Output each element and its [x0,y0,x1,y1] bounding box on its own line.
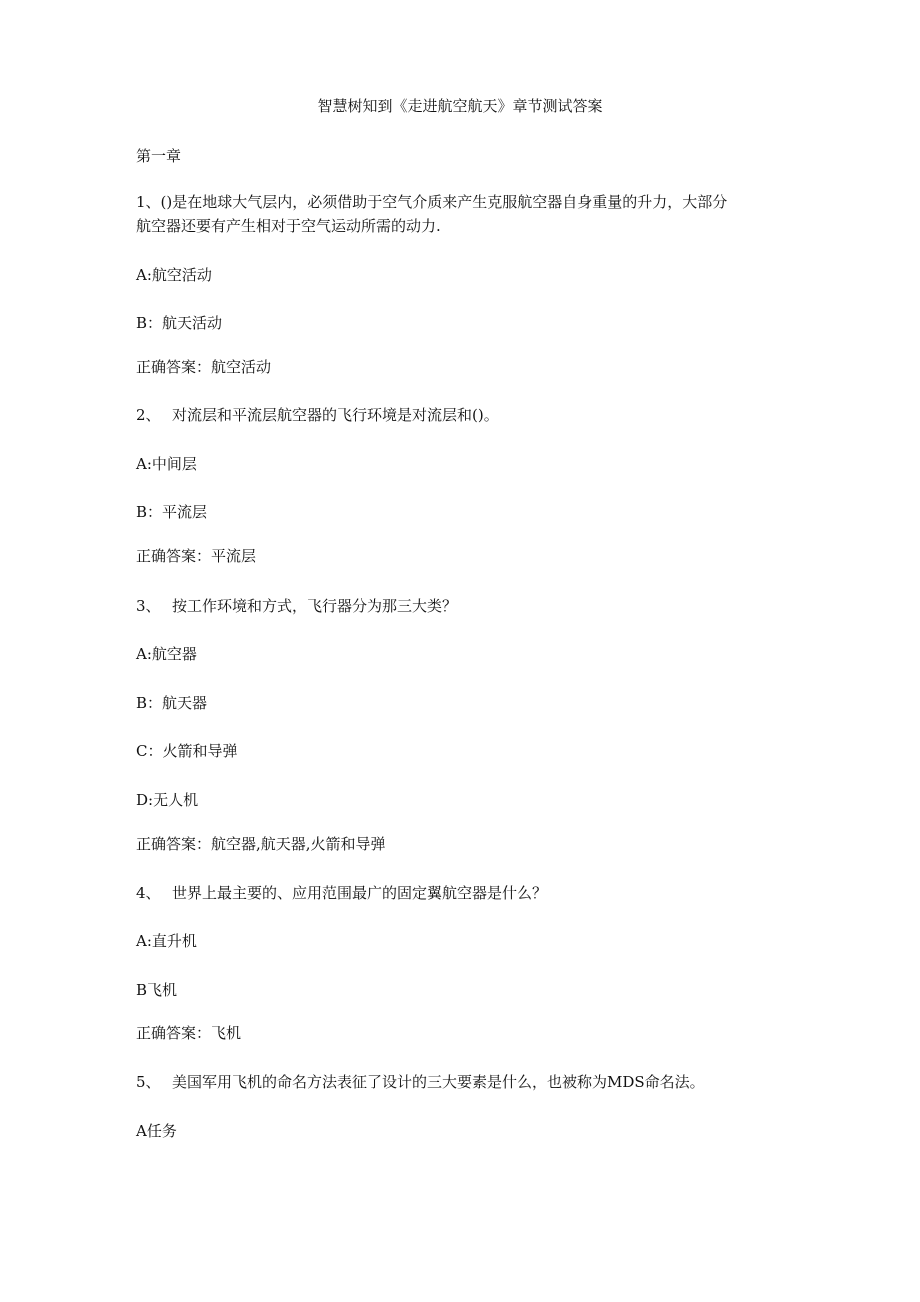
option-3d: D:无人机 [136,791,199,809]
question-1 [136,189,727,215]
question-1-continued: 航空器还要有产生相对于空气运动所需的动力. [136,217,441,235]
answer-2: 正确答案：平流层 [136,547,257,565]
option-3c: C：火箭和导弹 [136,742,238,760]
option-3a: A:航空器 [136,645,197,663]
option-1b: B：航天活动 [136,314,223,332]
option-3b: B：航天器 [136,694,208,712]
question-number: 5、 [136,1073,161,1091]
question-text: 对流层和平流层航空器的飞行环境是对流层和()。 [172,406,499,424]
answer-4: 正确答案：飞机 [136,1024,242,1042]
question-number: 3、 [136,597,161,615]
question-3 [136,593,457,619]
option-4b: B飞机 [136,981,178,999]
question-2 [136,402,499,428]
answer-3: 正确答案：航空器,航天器,火箭和导弹 [136,835,386,853]
document-title: 智慧树知到《走进航空航天》章节测试答案 [317,97,603,115]
option-2a: A:中间层 [136,455,197,473]
question-5 [136,1069,705,1095]
option-2b: B：平流层 [136,503,208,521]
question-number: 2、 [136,406,161,424]
question-text: ()是在地球大气层内，必须借助于空气介质来产生克服航空器自身重量的升力，大部分 [160,193,728,211]
question-text: 世界上最主要的、应用范围最广的固定翼航空器是什么？ [172,884,548,902]
question-number: 4、 [136,884,161,902]
option-1a: A:航空活动 [136,266,212,284]
answer-1: 正确答案：航空活动 [136,358,272,376]
question-text: 按工作环境和方式，飞行器分为那三大类？ [172,597,458,615]
question-text: 美国军用飞机的命名方法表征了设计的三大要素是什么，也被称为MDS命名法。 [172,1073,705,1091]
question-number: 1、 [136,193,161,211]
chapter-heading: 第一章 [136,147,182,165]
option-5a: A任务 [136,1122,177,1140]
question-4 [136,880,547,906]
option-4a: A:直升机 [136,932,197,950]
